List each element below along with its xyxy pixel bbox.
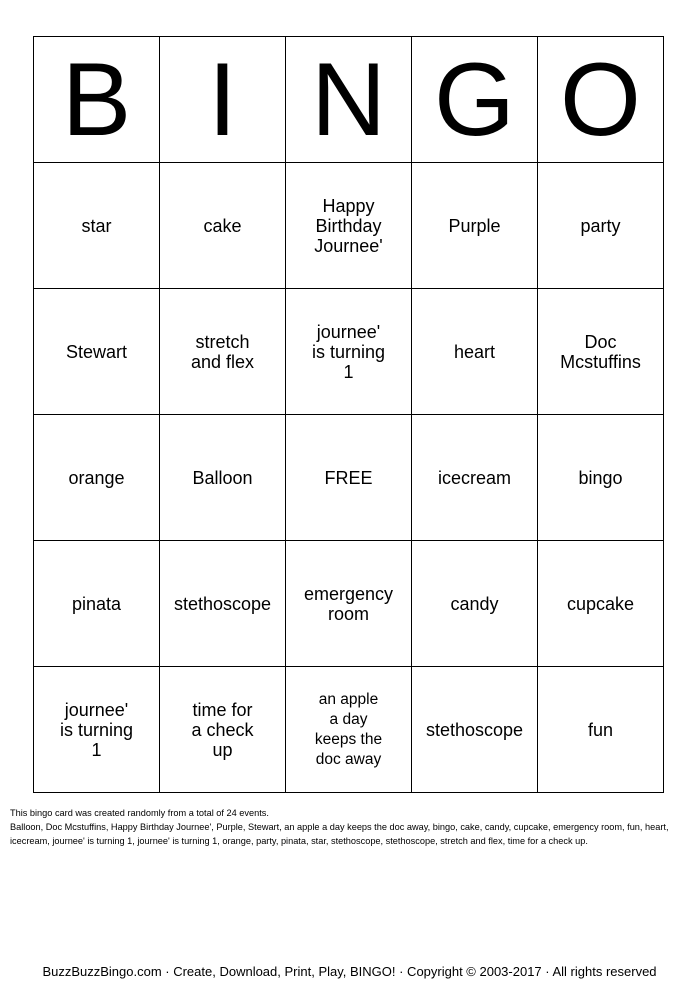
bingo-cell-text: Balloon [192, 467, 253, 488]
bingo-cell-text: emergency room [303, 583, 394, 624]
bingo-cell-text: candy [450, 593, 499, 614]
grid-row [34, 541, 664, 667]
bingo-cell-text: journee' is turning 1 [59, 699, 134, 760]
bingo-cell-text: time for a check up [191, 699, 254, 760]
bingo-cell-text: icecream [437, 467, 512, 488]
bingo-cell-text: stethoscope [173, 593, 272, 614]
grid-row [34, 415, 664, 541]
grid-row [34, 667, 664, 793]
bingo-cell [160, 163, 286, 289]
bingo-cell-text: cake [203, 215, 242, 236]
header-letter-g: G [412, 37, 538, 163]
bingo-cell [412, 163, 538, 289]
bingo-cell [160, 667, 286, 793]
bingo-cell [286, 667, 412, 793]
bingo-cell [412, 541, 538, 667]
bingo-cell [538, 289, 664, 415]
notes-summary: This bingo card was created randomly from a total of 24 events. [10, 808, 269, 818]
bingo-cell-text: Doc Mcstuffins [560, 331, 641, 372]
bingo-cell-text: heart [453, 341, 496, 362]
footer-credits: BuzzBuzzBingo.com · Create, Download, Print, Play, BINGO! · Copyright © 2003-2017 · All rights reserved [42, 964, 657, 979]
bingo-cell [160, 289, 286, 415]
header-letter-o: O [538, 37, 664, 163]
bingo-cell-text: bingo [578, 467, 623, 488]
grid-row [34, 289, 664, 415]
bingo-cell [160, 541, 286, 667]
bingo-cell-text: Happy Birthday Journee' [314, 195, 383, 256]
bingo-cell-text: Purple [448, 215, 501, 236]
bingo-cell [538, 163, 664, 289]
bingo-cell [538, 415, 664, 541]
bingo-cell-text: stretch and flex [190, 331, 255, 372]
bingo-cell [34, 541, 160, 667]
bingo-card [33, 36, 664, 793]
bingo-cell [160, 415, 286, 541]
header-letter-n: N [286, 37, 412, 163]
bingo-cell [34, 163, 160, 289]
bingo-cell [412, 667, 538, 793]
bingo-cell-text: cupcake [566, 593, 635, 614]
bingo-cell [538, 541, 664, 667]
bingo-cell-text: stethoscope [425, 719, 524, 740]
bingo-cell-text: fun [587, 719, 614, 740]
free-space-text: FREE [324, 467, 373, 488]
bingo-cell-text: journee' is turning 1 [311, 321, 386, 382]
grid-row [34, 163, 664, 289]
bingo-cell [286, 163, 412, 289]
free-space-cell [286, 415, 412, 541]
card-notes [10, 806, 690, 848]
bingo-cell [538, 667, 664, 793]
bingo-cell [286, 289, 412, 415]
bingo-cell-text: Stewart [65, 341, 128, 362]
bingo-cell-text: an apple a day keeps the doc away [314, 690, 383, 768]
bingo-cell [34, 415, 160, 541]
bingo-cell-text: orange [68, 467, 125, 488]
bingo-cell-text: pinata [71, 593, 122, 614]
bingo-cell-text: party [580, 215, 621, 236]
bingo-cell [34, 289, 160, 415]
bingo-cell [412, 415, 538, 541]
notes-event-list: Balloon, Doc Mcstuffins, Happy Birthday Journee', Purple, Stewart, an apple a day keeps the doc away, bingo, cake, candy, cupcake, emergency room, fun, heart, icecream, journee' is turning 1, journee' is turning 1, orange, party, pinata, star, stethoscope, stethoscope, stretch and flex, time for a check up. [10, 822, 669, 846]
bingo-cell [34, 667, 160, 793]
header-letter-i: I [160, 37, 286, 163]
bingo-cell-text: star [81, 215, 112, 236]
header-letter-b: B [34, 37, 160, 163]
bingo-cell [286, 541, 412, 667]
header-row [34, 37, 664, 163]
bingo-cell [412, 289, 538, 415]
